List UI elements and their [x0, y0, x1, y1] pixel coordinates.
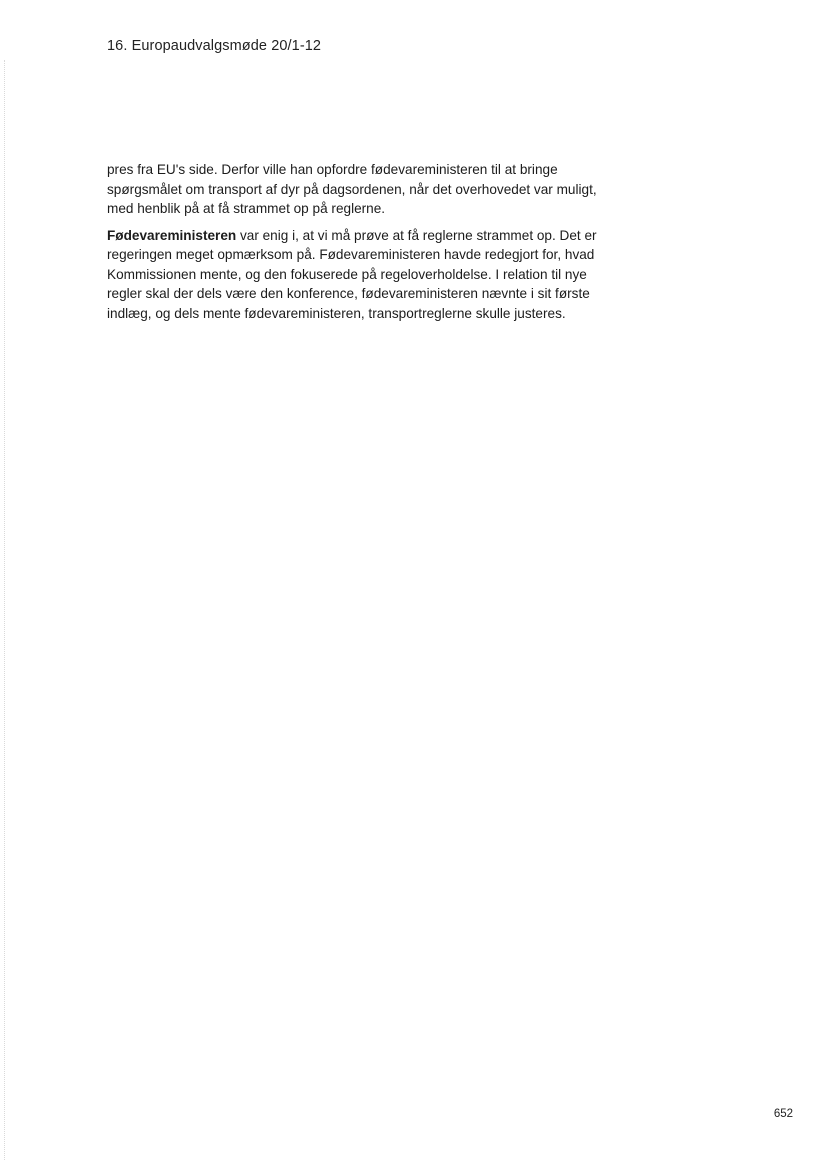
speaker-name: Fødevareministeren — [107, 227, 237, 243]
paragraph-line: spørgsmålet om transport af dyr på dagsordenen, når det overhovedet var muligt, — [107, 181, 597, 197]
paragraph-line: Kommissionen mente, og den fokuserede på regeloverholdelse. I relation til nye — [107, 266, 587, 282]
paragraph-2 — [107, 226, 597, 324]
body-text — [107, 160, 597, 330]
speaker-statement: var enig i, at vi må prøve at få reglerne strammet op. Det er — [236, 227, 597, 243]
paragraph-line: indlæg, og dels mente fødevareministeren, transportreglerne skulle justeres. — [107, 305, 566, 321]
scan-edge-line — [4, 60, 5, 1160]
paragraph-line: regler skal der dels være den konference, fødevareministeren nævnte i sit første — [107, 286, 590, 301]
page-number: 652 — [773, 1108, 793, 1120]
paragraph-line: med henblik på at få strammet op på reglerne. — [107, 201, 386, 216]
paragraph-1 — [107, 160, 597, 219]
paragraph-line: regeringen meget opmærksom på. Fødevareministeren havde redegjort for, hvad — [107, 247, 595, 262]
paragraph-first-line — [107, 226, 597, 246]
page-header: 16. Europaudvalgsmøde 20/1-12 — [107, 38, 322, 54]
paragraph-line: pres fra EU's side. Derfor ville han opfordre fødevareministeren til at bringe — [107, 162, 558, 177]
